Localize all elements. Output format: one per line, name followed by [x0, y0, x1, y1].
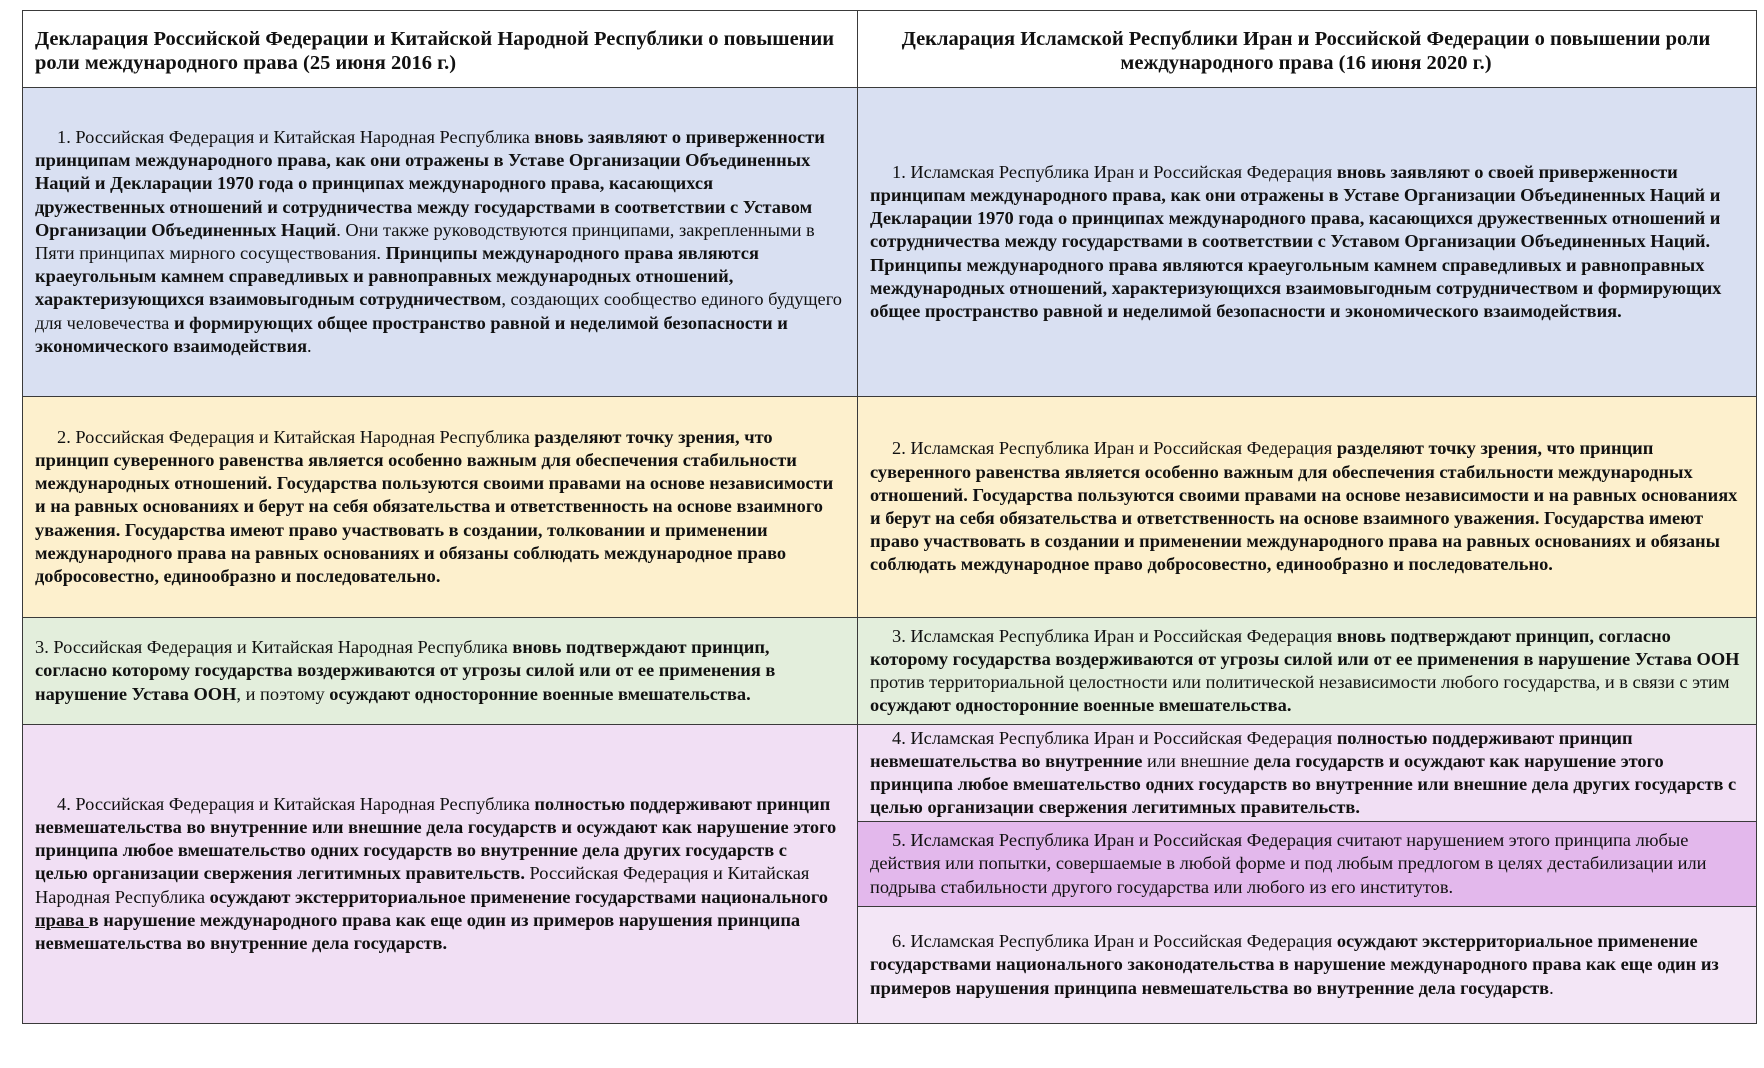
- left-paragraph-1: 1. Российская Федерация и Китайская Народная Республика вновь заявляют о приверженности принципам международного права, как они отражены в Уставе Организации Объединенных Наций и Декларации 1970 года о принципах международного права, касающихся дружественных отношений и сотрудничества между государствами в соответствии с Уставом Организации Объединенных Наций. Они также руководствуются принципами, закрепленными в Пяти принципах мирного сосуществования. Принципы международного права являются краеугольным камнем справедливых и равноправных международных отношений, характеризующихся взаимовыгодным сотрудничеством, создающих сообщество единого будущего для человечества и формирующих общее пространство равной и неделимой безопасности и экономического взаимодействия.: [35, 126, 842, 356]
- comparison-sheet: [22, 10, 1756, 1056]
- comparison-table: [22, 10, 1757, 1024]
- right-paragraph-1: 1. Исламская Республика Иран и Российская Федерация вновь заявляют о своей приверженности принципам международного права, как они отражены в Уставе Организации Объединенных Наций и Декларации 1970 года о принципах международного права, касающихся дружественных отношений и сотрудничества между государствами в соответствии с Уставом Организации Объединенных Наций. Принципы международного права являются краеугольным камнем справедливых и равноправных международных отношений, характеризующихся взаимовыгодным сотрудничеством и формирующих общее пространство равной и неделимой безопасности и экономического взаимодействия.: [870, 161, 1722, 321]
- right-cell-5: [858, 822, 1757, 907]
- row-1: [23, 88, 1757, 397]
- header-left: Декларация Российской Федерации и Китайской Народной Республики о повышении роли международного права (25 июня 2016 г.): [23, 11, 858, 88]
- right-paragraph-6: 6. Исламская Республика Иран и Российская Федерация осуждают экстерриториальное применение государствами национального законодательства в нарушение международного права как еще один из примеров нарушения принципа невмешательства во внутренние дела государств.: [870, 931, 1719, 998]
- left-cell-3: [23, 618, 858, 725]
- right-cell-2: [858, 397, 1757, 618]
- left-paragraph-4: 4. Российская Федерация и Китайская Народная Республика полностью поддерживают принцип невмешательства во внутренние или внешние дела государств и осуждают как нарушение этого принципа любое вмешательство одних государств во внутренние дела других государств с целью организации свержения легитимных правительств. Российская Федерация и Китайская Народная Республика осуждают экстерриториальное применение государствами национального права в нарушение международного права как еще один из примеров нарушения принципа невмешательства во внутренние дела государств.: [35, 793, 837, 953]
- right-cell-6: [858, 907, 1757, 1024]
- right-paragraph-3: 3. Исламская Республика Иран и Российская Федерация вновь подтверждают принцип, согласно которому государства воздерживаются от угрозы силой или от ее применения в нарушение Устава ООН против территориальной целостности или политической независимости любого государства, и в связи с этим осуждают односторонние военные вмешательства.: [870, 625, 1740, 716]
- right-paragraph-2: 2. Исламская Республика Иран и Российская Федерация разделяют точку зрения, что принцип суверенного равенства является особенно важным для обеспечения стабильности международных отношений. Государства пользуются своими правами на основе независимости и на равных основаниях и берут на себя обязательства и ответственность на основе взаимного уважения. Государства имеют право участвовать в создании и применении международного права на равных основаниях и обязаны соблюдать международное право добросовестно, единообразно и последовательно.: [870, 438, 1738, 575]
- right-cell-1: [858, 88, 1757, 397]
- right-paragraph-5: 5. Исламская Республика Иран и Российская Федерация считают нарушением этого принципа любые действия или попытки, совершаемые в любой форме и под любым предлогом в целях дестабилизации или подрыва стабильности другого государства или любого из его институтов.: [870, 830, 1707, 897]
- row-4: [23, 725, 1757, 822]
- left-paragraph-2: 2. Российская Федерация и Китайская Народная Республика разделяют точку зрения, что принцип суверенного равенства является особенно важным для обеспечения стабильности международных отношений. Государства пользуются своими правами на основе независимости и на равных основаниях и берут на себя обязательства и ответственность на основе взаимного уважения. Государства имеют право участвовать в создании, толковании и применении международного права на равных основаниях и обязаны соблюдать международное право добросовестно, единообразно и последовательно.: [35, 426, 834, 586]
- row-2: [23, 397, 1757, 618]
- right-paragraph-4: 4. Исламская Республика Иран и Российская Федерация полностью поддерживают принцип невмешательства во внутренние или внешние дела государств и осуждают как нарушение этого принципа любое вмешательство одних государств во внутренние или внешние дела других государств с целью организации свержения легитимных правительств.: [870, 727, 1737, 818]
- right-cell-3: [858, 618, 1757, 725]
- left-paragraph-3: 3. Российская Федерация и Китайская Народная Республика вновь подтверждают принцип, согласно которому государства воздерживаются от угрозы силой или от ее применения в нарушение Устава ООН, и поэтому осуждают односторонние военные вмешательства.: [35, 637, 776, 704]
- left-cell-4: [23, 725, 858, 1024]
- header-row: [23, 11, 1757, 88]
- header-right: Декларация Исламской Республики Иран и Российской Федерации о повышении роли международного права (16 июня 2020 г.): [858, 11, 1757, 88]
- row-3: [23, 618, 1757, 725]
- right-cell-4: [858, 725, 1757, 822]
- left-cell-1: [23, 88, 858, 397]
- left-cell-2: [23, 397, 858, 618]
